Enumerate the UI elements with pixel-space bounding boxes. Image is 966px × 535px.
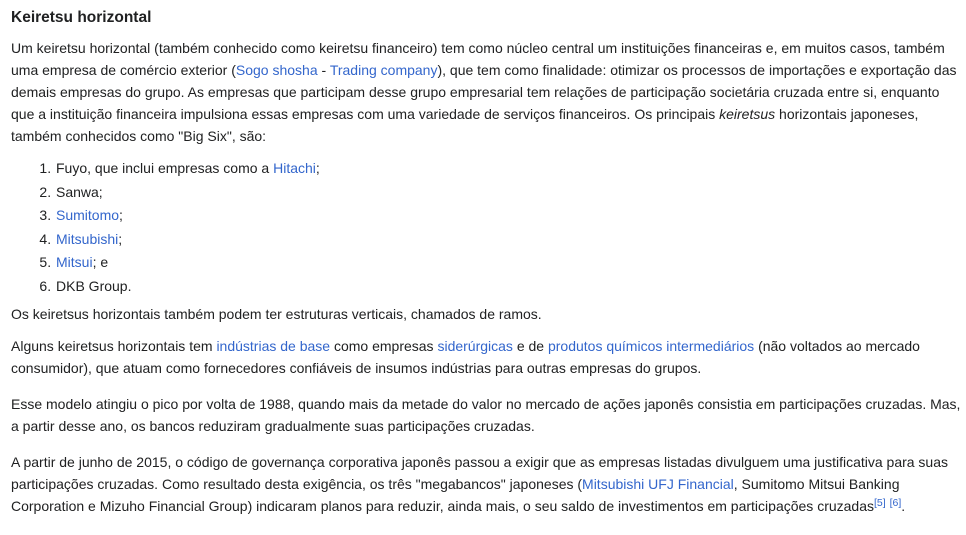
list-item-text: DKB Group. bbox=[56, 277, 132, 294]
paragraph-base-industries bbox=[11, 335, 961, 379]
link-industrias-de-base[interactable]: indústrias de base bbox=[216, 338, 331, 354]
link-mitsubishi-ufj[interactable]: Mitsubishi UFJ Financial bbox=[582, 476, 734, 492]
text: , Sumitomo Mitsui Banking Corporation e Mizuho Financial Group) indicaram planos para reduzir, ainda mais, o seu saldo de investimentos em participações cruzadas bbox=[11, 476, 900, 514]
list-item-text: ; bbox=[118, 230, 123, 247]
text: (não voltados ao mercado consumidor), que atuam como fornecedores confiáveis de insumos indústrias para outras empresas do grupos. bbox=[11, 338, 920, 376]
paragraph-peak-1988: Esse modelo atingiu o pico por volta de 1988, quando mais da metade do valor no mercado de ações japonês consistia em participações cruzadas. Mas, a partir desse ano, os bancos reduziram gradualmente suas participações cruzadas. bbox=[11, 396, 961, 434]
text: horizontais japoneses, também conhecidos como "Big Six", são: bbox=[11, 106, 919, 144]
text: . bbox=[901, 498, 906, 514]
text: - bbox=[317, 62, 330, 78]
list-item-text: ; bbox=[315, 160, 320, 176]
text: Um keiretsu horizontal (também conhecido como keiretsu financeiro) tem como núcleo central um instituições financeiras e, em muitos casos, também uma empresa de comércio exterior ( bbox=[11, 40, 945, 78]
list-item bbox=[55, 204, 961, 228]
reference-6[interactable] bbox=[890, 497, 902, 509]
reference-link[interactable]: [6] bbox=[889, 497, 902, 509]
link-mitsubishi[interactable]: Mitsubishi bbox=[56, 230, 119, 247]
paragraph-intro bbox=[11, 37, 961, 147]
text: como empresas bbox=[330, 338, 438, 354]
list-item-text: Sanwa; bbox=[56, 183, 103, 200]
paragraph-structures: Os keiretsus horizontais também podem ter estruturas verticais, chamados de ramos. bbox=[11, 306, 542, 322]
reference-link[interactable]: [5] bbox=[874, 497, 886, 509]
list-item-text: ; e bbox=[92, 254, 109, 270]
list-item-text: ; bbox=[119, 207, 123, 223]
link-hitachi[interactable]: Hitachi bbox=[273, 160, 316, 176]
list-item bbox=[55, 157, 961, 181]
link-produtos-quimicos[interactable]: produtos químicos intermediários bbox=[547, 338, 755, 354]
reference-5[interactable] bbox=[874, 497, 886, 509]
big-six-list bbox=[11, 157, 961, 298]
link-trading-company[interactable]: Trading company bbox=[329, 62, 438, 78]
link-mitsui[interactable]: Mitsui bbox=[56, 254, 93, 270]
italic-term: keiretsus bbox=[719, 106, 776, 122]
link-siderurgicas[interactable]: siderúrgicas bbox=[437, 338, 513, 354]
list-item bbox=[55, 228, 961, 252]
text: ), que tem como finalidade: otimizar os processos de importações e exportação das demais empresas do grupo. As empresas que participam desse grupo empresarial tem relações de participação societária cruzada entre si, enquanto que a instituição financeira impulsiona essas empresas com uma variedade de serviços financeiros. Os principais bbox=[11, 62, 957, 122]
text: A partir de junho de 2015, o código de governança corporativa japonês passou a exigir que as empresas listadas divulguem uma justificativa para suas participações cruzadas. Como resultado desta exigência, os três "megabancos" japoneses ( bbox=[11, 454, 949, 492]
text: e de bbox=[512, 338, 548, 354]
list-item bbox=[55, 275, 961, 299]
list-item bbox=[55, 181, 961, 205]
text: Alguns keiretsus horizontais tem bbox=[11, 338, 217, 354]
link-sogo-shosha[interactable]: Sogo shosha bbox=[235, 62, 318, 78]
paragraph-governance-2015 bbox=[11, 451, 961, 517]
section-heading: Keiretsu horizontal bbox=[11, 9, 152, 26]
list-item bbox=[55, 251, 961, 275]
list-item-text: Fuyo, que inclui empresas como a bbox=[56, 160, 274, 176]
link-sumitomo[interactable]: Sumitomo bbox=[56, 207, 120, 223]
